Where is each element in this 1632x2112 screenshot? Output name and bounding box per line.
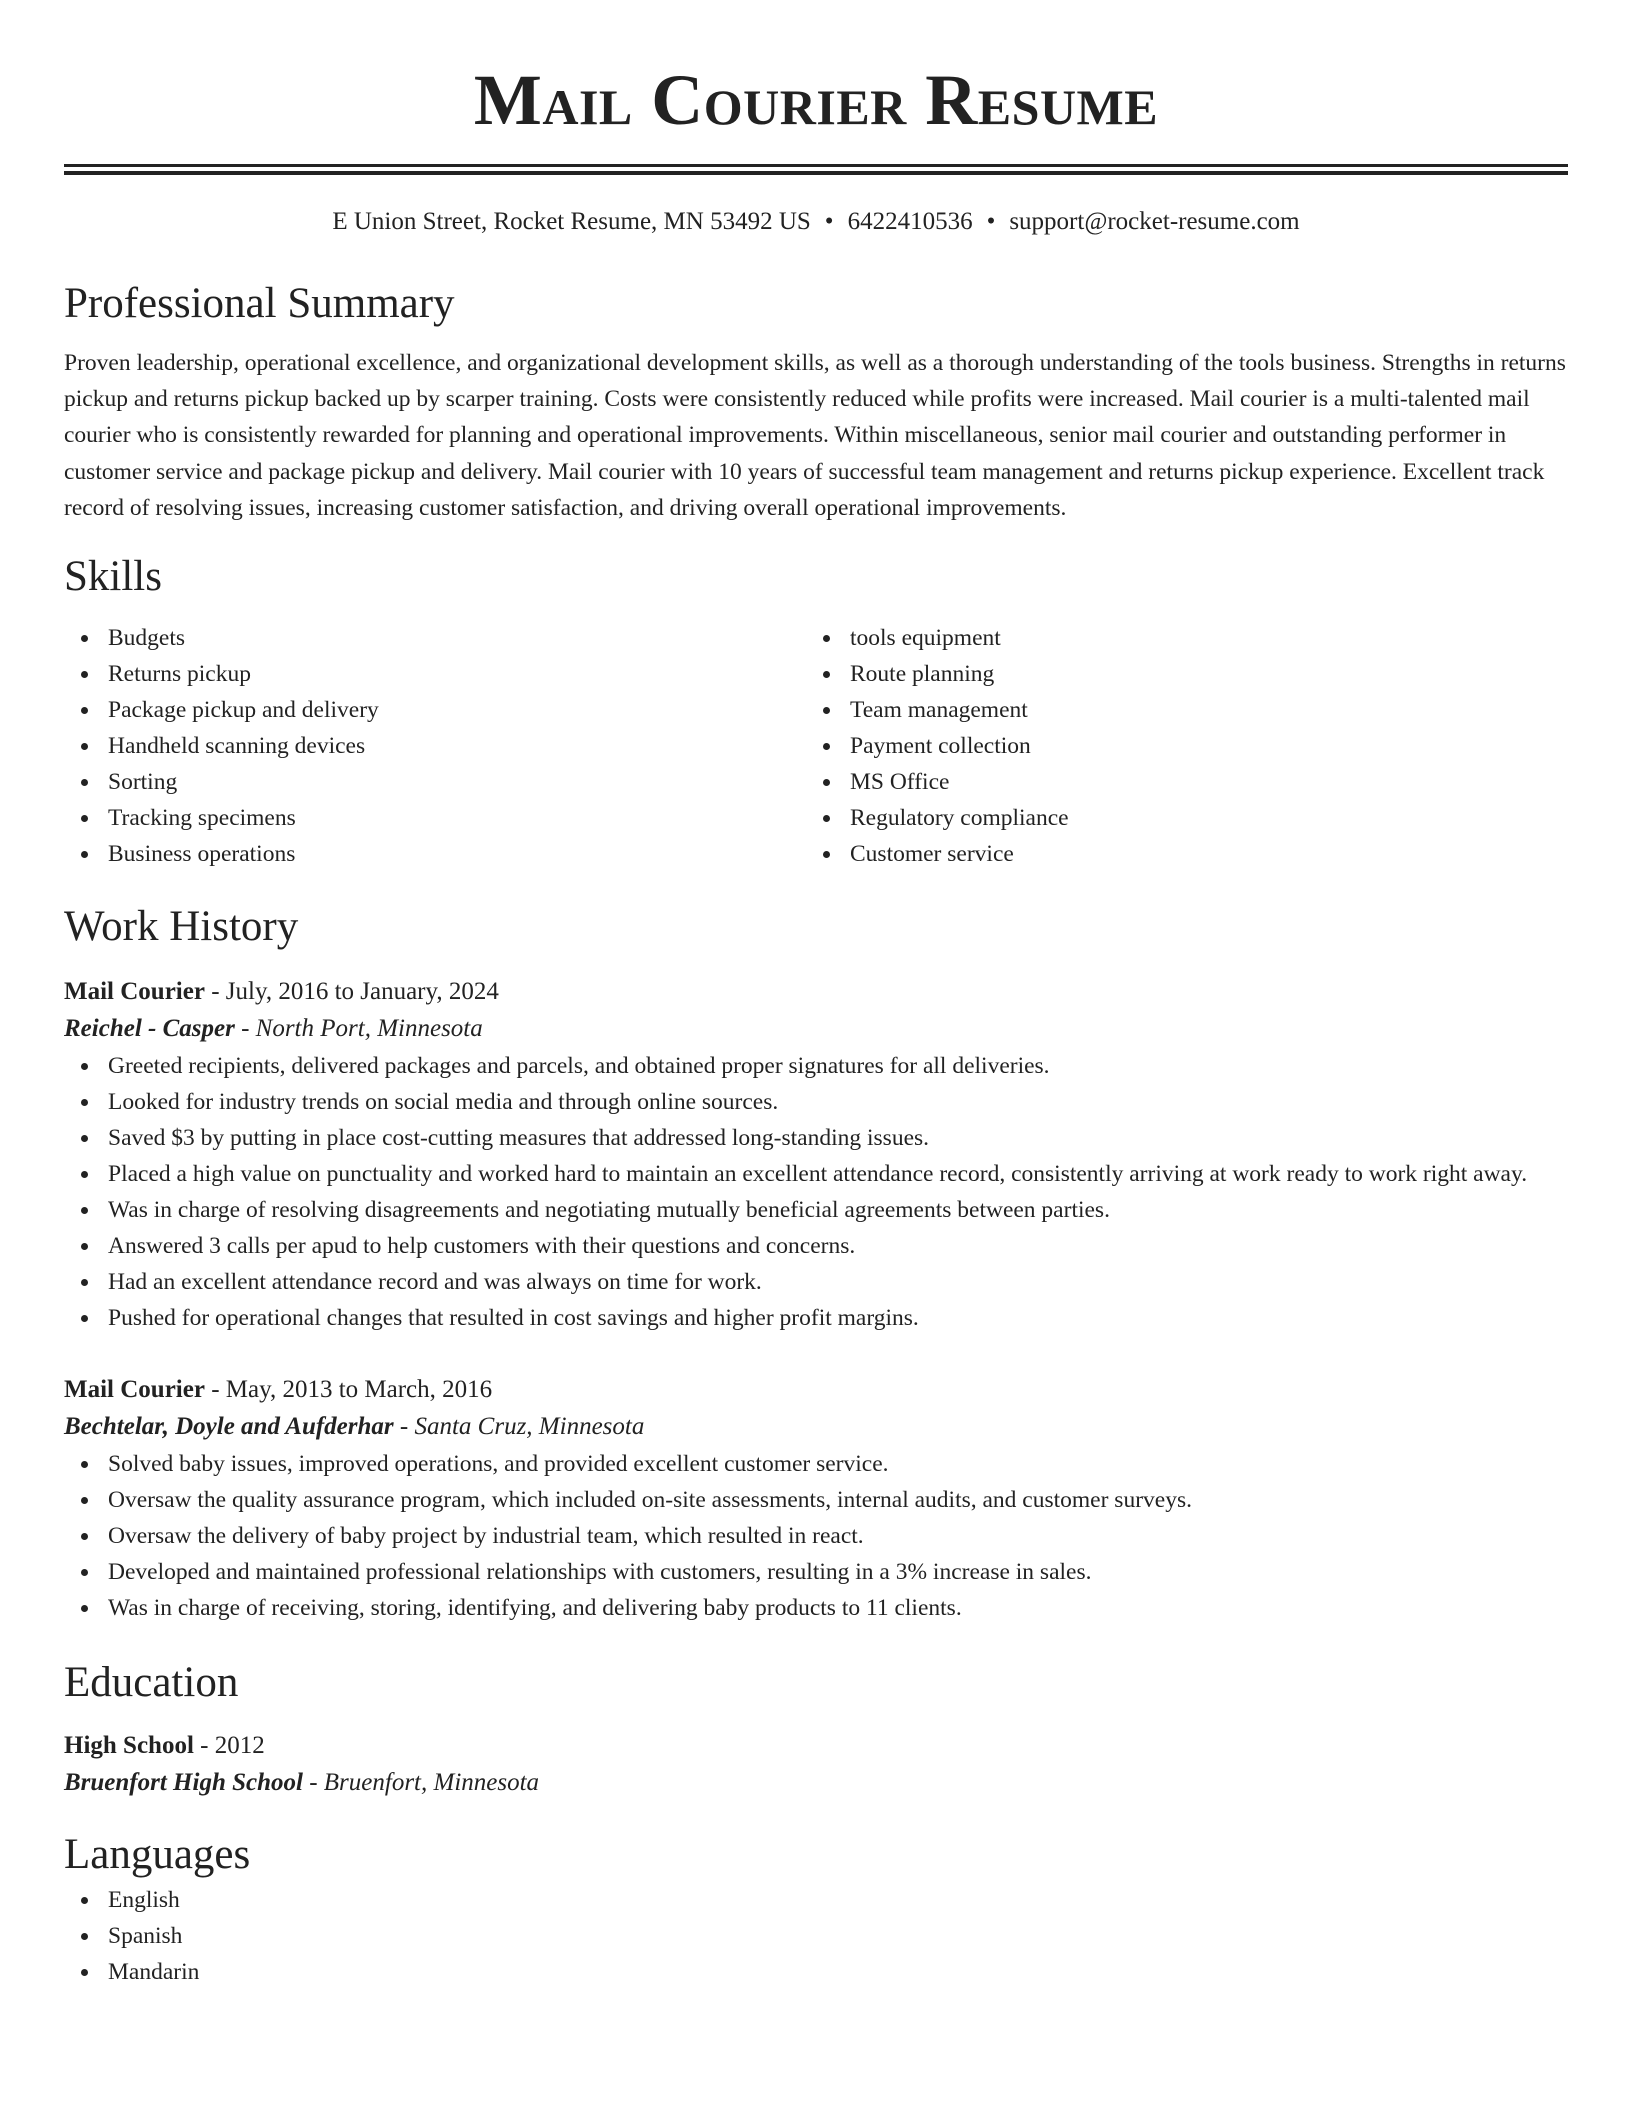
- job-duty: Solved baby issues, improved operations, and provided excellent customer service.: [64, 1446, 1568, 1482]
- job-duty: Oversaw the quality assurance program, which included on-site assessments, internal audits, and customer surveys.: [64, 1482, 1568, 1518]
- job-location: - North Port, Minnesota: [234, 1015, 483, 1043]
- education-degree-line: [64, 1728, 1568, 1764]
- skill-item: Returns pickup: [64, 656, 806, 692]
- contact-email: support@rocket-resume.com: [1009, 208, 1300, 235]
- skill-item: Business operations: [64, 836, 806, 872]
- skill-item: Package pickup and delivery: [64, 692, 806, 728]
- skills-heading: Skills: [64, 553, 162, 601]
- education-heading: Education: [64, 1659, 239, 1707]
- skill-item: Budgets: [64, 620, 806, 656]
- contact-phone: 6422410536: [847, 208, 973, 235]
- contact-separator: •: [824, 208, 834, 235]
- job-title-line: [64, 974, 1568, 1010]
- job-company: Bechtelar, Doyle and Aufderhar: [64, 1413, 394, 1441]
- work-history-heading: Work History: [64, 903, 299, 951]
- job-duty: Was in charge of resolving disagreements and negotiating mutually beneficial agreements between parties.: [64, 1192, 1568, 1228]
- job-company-line: [64, 1408, 1568, 1446]
- job-company: Reichel - Casper: [64, 1015, 235, 1043]
- education-year: - 2012: [193, 1732, 265, 1760]
- skill-item: Payment collection: [806, 728, 1548, 764]
- job-location: - Santa Cruz, Minnesota: [393, 1413, 645, 1441]
- languages-heading: Languages: [64, 1831, 251, 1879]
- job-title: Mail Courier: [64, 978, 205, 1006]
- contact-separator: •: [986, 208, 996, 235]
- skill-item: Tracking specimens: [64, 800, 806, 836]
- skill-item: tools equipment: [806, 620, 1548, 656]
- languages-list: [64, 1882, 1568, 1990]
- skills-list-left: [64, 620, 806, 872]
- job-entry: [64, 974, 1568, 1336]
- language-item: Spanish: [64, 1918, 1568, 1954]
- skill-item: MS Office: [806, 764, 1548, 800]
- job-duty: Oversaw the delivery of baby project by industrial team, which resulted in react.: [64, 1518, 1568, 1554]
- job-duty: Pushed for operational changes that resulted in cost savings and higher profit margins.: [64, 1300, 1568, 1336]
- job-dates: - May, 2013 to March, 2016: [204, 1376, 493, 1404]
- job-dates: - July, 2016 to January, 2024: [204, 978, 499, 1006]
- language-item: Mandarin: [64, 1954, 1568, 1990]
- education-degree: High School: [64, 1732, 194, 1760]
- job-title: Mail Courier: [64, 1376, 205, 1404]
- contact-line: [64, 205, 1568, 239]
- skill-item: Regulatory compliance: [806, 800, 1548, 836]
- contact-address: E Union Street, Rocket Resume, MN 53492 US: [332, 208, 811, 235]
- education-school: Bruenfort High School: [64, 1769, 303, 1797]
- job-duty: Had an excellent attendance record and was always on time for work.: [64, 1264, 1568, 1300]
- job-entry: [64, 1372, 1568, 1626]
- skills-column-right: [806, 620, 1548, 872]
- job-duty: Developed and maintained professional relationships with customers, resulting in a 3% increase in sales.: [64, 1554, 1568, 1590]
- skill-item: Handheld scanning devices: [64, 728, 806, 764]
- job-duties-list: [64, 1048, 1568, 1336]
- summary-text: Proven leadership, operational excellence, and organizational development skills, as well as a thorough understanding of the tools business. Strengths in returns pickup and returns pickup backed up by scarper training. Costs were consistently reduced while profits were increased. Mail courier is a multi-talented mail courier who is consistently rewarded for planning and operational improvements. Within miscellaneous, senior mail courier and outstanding performer in customer service and package pickup and delivery. Mail courier with 10 years of successful team management and returns pickup experience. Excellent track record of resolving issues, increasing customer satisfaction, and driving overall operational improvements.: [64, 350, 1566, 521]
- skills-list-right: [806, 620, 1548, 872]
- job-duty: Saved $3 by putting in place cost-cutting measures that addressed long-standing issues.: [64, 1120, 1568, 1156]
- job-duty: Greeted recipients, delivered packages and parcels, and obtained proper signatures for all deliveries.: [64, 1048, 1568, 1084]
- title-double-rule: [64, 164, 1568, 175]
- summary-heading: Professional Summary: [64, 280, 455, 327]
- job-company-line: [64, 1010, 1568, 1048]
- job-duty: Answered 3 calls per apud to help customers with their questions and concerns.: [64, 1228, 1568, 1264]
- skills-grid: [64, 620, 1568, 872]
- resume-title: Mail Courier Resume: [473, 60, 1159, 140]
- skills-column-left: [64, 620, 806, 872]
- education-entry: [64, 1728, 1568, 1802]
- job-duty: Was in charge of receiving, storing, identifying, and delivering baby products to 11 clients.: [64, 1590, 1568, 1626]
- resume-page: [64, 0, 1568, 1990]
- education-location: - Bruenfort, Minnesota: [302, 1769, 540, 1797]
- job-title-line: [64, 1372, 1568, 1408]
- skill-item: Team management: [806, 692, 1548, 728]
- skill-item: Route planning: [806, 656, 1548, 692]
- job-duties-list: [64, 1446, 1568, 1626]
- job-duty: Looked for industry trends on social media and through online sources.: [64, 1084, 1568, 1120]
- skill-item: Customer service: [806, 836, 1548, 872]
- language-item: English: [64, 1882, 1568, 1918]
- education-school-line: [64, 1764, 1568, 1802]
- job-duty: Placed a high value on punctuality and worked hard to maintain an excellent attendance record, consistently arriving at work ready to work right away.: [64, 1156, 1568, 1192]
- skill-item: Sorting: [64, 764, 806, 800]
